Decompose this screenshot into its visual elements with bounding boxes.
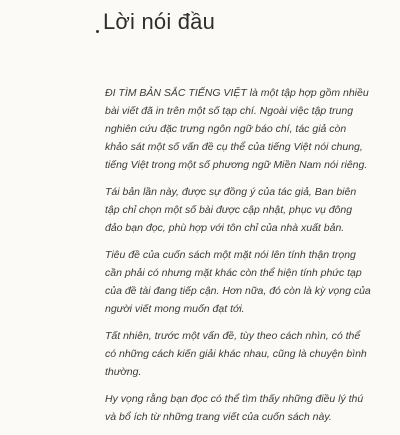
paragraph-line: tập chỉ chọn một số bài được cập nhật, phục vụ đông: [105, 204, 353, 216]
paragraph-5: [105, 390, 395, 426]
paragraph-line: ĐI TÌM BẢN SẮC TIẾNG VIỆT là một tập hợp gồm nhiều: [105, 87, 369, 99]
page-title: Lời nói đầu: [103, 9, 216, 34]
paragraph-4: [105, 327, 395, 381]
paragraph-line: người viết mong muốn đạt tới.: [105, 303, 245, 315]
paragraph-line: Tất nhiên, trước một vấn đề, tùy theo cách nhìn, có thể: [105, 330, 361, 342]
preface-body: [105, 84, 395, 435]
paragraph-line: tiếng Việt trong một số phương ngữ Miền Nam nói riêng.: [105, 159, 368, 171]
paragraph-line: Hy vọng rằng bạn đọc có thể tìm thấy những điều lý thú: [105, 393, 364, 405]
paragraph-line: đảo bạn đọc, phù hợp với tôn chỉ của nhà xuất bản.: [105, 222, 345, 234]
title-bullet-dot: [96, 30, 99, 33]
paragraph-line: thường.: [105, 366, 142, 378]
paragraph-line: và bổ ích từ những trang viết của cuốn sách này.: [105, 411, 332, 423]
paragraph-line: cần phải có nhưng mặt khác còn thể hiện tính phức tạp: [105, 267, 362, 279]
paragraph-1: [105, 84, 395, 174]
paragraph-line: có những cách kiến giải khác nhau, cũng là chuyện bình: [105, 348, 367, 360]
paragraph-line: Tái bản lần này, được sự đồng ý của tác giả, Ban biên: [105, 186, 357, 198]
paragraph-line: khảo sát một số vấn đề cụ thể của tiếng Việt nói chung,: [105, 141, 363, 153]
paragraph-line: của đề tài đang tiếp cận. Hơn nữa, đó còn là kỳ vọng của: [105, 285, 371, 297]
paragraph-3: [105, 246, 395, 318]
paragraph-line: bài viết đã in trên một số tạp chí. Ngoài việc tập trung: [105, 105, 354, 117]
paragraph-2: [105, 183, 395, 237]
paragraph-line: nghiên cứu đặc trưng ngôn ngữ báo chí, tác giả còn: [105, 123, 347, 135]
paragraph-line: Tiêu đề của cuốn sách một mặt nói lên tính thận trọng: [105, 249, 356, 261]
